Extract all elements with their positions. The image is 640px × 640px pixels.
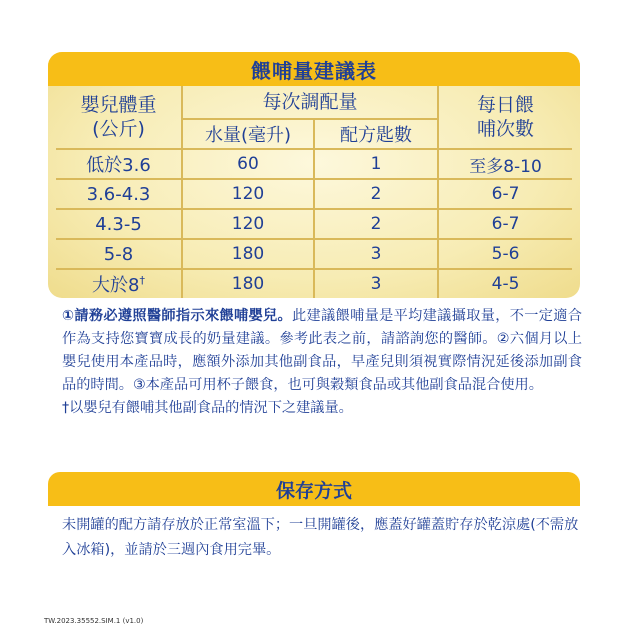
weight-header xyxy=(56,86,182,149)
water-header: 水量(毫升) xyxy=(182,119,314,149)
notes-footnote: †以嬰兒有餵哺其他副食品的情況下之建議量。 xyxy=(62,400,353,416)
storage-text: 未開罐的配方請存放於正常室溫下；一旦開罐後，應蓋好罐蓋貯存於乾涼處(不需放入冰箱)，並請於三週內食用完畢。 xyxy=(62,517,579,558)
weight-cell: 低於3.6 xyxy=(56,149,182,179)
table-row xyxy=(56,269,572,298)
scoops-cell: 2 xyxy=(314,209,438,239)
daily-cell: 6-7 xyxy=(438,179,572,209)
weight-cell: 3.6-4.3 xyxy=(56,179,182,209)
weight-value: 大於8 xyxy=(92,275,140,296)
storage-section xyxy=(62,513,582,563)
daily-cell: 5-6 xyxy=(438,239,572,269)
feeding-table-title: 餵哺量建議表 xyxy=(48,52,580,86)
notes-body: 此建議餵哺量是平均建議攝取量，不一定適合作為支持您寶寶成長的奶量建議。參考此表之前，請諮詢您的醫師。②六個月以上嬰兒使用本產品時，應額外添加其他副食品，早產兒則須視實際情況延後添加副食品的時間。③本產品可用杯子餵食，也可與穀類食品或其他副食品混合使用。 xyxy=(62,308,582,393)
table-row xyxy=(56,209,572,239)
weight-header-line2: (公斤) xyxy=(92,118,145,140)
feeding-table-card xyxy=(48,52,580,298)
per-feed-header: 每次調配量 xyxy=(182,86,438,119)
document-code: TW.2023.35552.SIM.1 (v1.0) xyxy=(44,617,144,625)
feeding-table xyxy=(56,86,572,298)
notes-paragraph xyxy=(62,305,582,397)
weight-cell: 4.3-5 xyxy=(56,209,182,239)
feeding-notes xyxy=(62,305,582,420)
daily-header-line2: 哺次數 xyxy=(477,118,535,140)
storage-title: 保存方式 xyxy=(48,472,580,506)
table-row xyxy=(56,179,572,209)
weight-cell xyxy=(56,269,182,298)
water-cell: 180 xyxy=(182,239,314,269)
water-cell: 180 xyxy=(182,269,314,298)
water-cell: 120 xyxy=(182,179,314,209)
weight-cell: 5-8 xyxy=(56,239,182,269)
scoops-cell: 2 xyxy=(314,179,438,209)
daily-cell: 6-7 xyxy=(438,209,572,239)
notes-bold-lead: ①請務必遵照醫師指示來餵哺嬰兒。 xyxy=(62,308,293,324)
table-row xyxy=(56,149,572,179)
dagger-mark: † xyxy=(139,274,145,287)
water-cell: 120 xyxy=(182,209,314,239)
scoops-header: 配方匙數 xyxy=(314,119,438,149)
scoops-cell: 3 xyxy=(314,269,438,298)
scoops-cell: 3 xyxy=(314,239,438,269)
weight-header-line1: 嬰兒體重 xyxy=(80,94,157,116)
table-row xyxy=(56,239,572,269)
water-cell: 60 xyxy=(182,149,314,179)
daily-cell: 4-5 xyxy=(438,269,572,298)
daily-feeds-header xyxy=(438,86,572,149)
scoops-cell: 1 xyxy=(314,149,438,179)
daily-header-line1: 每日餵 xyxy=(477,94,535,116)
daily-cell: 至多8-10 xyxy=(438,149,572,179)
